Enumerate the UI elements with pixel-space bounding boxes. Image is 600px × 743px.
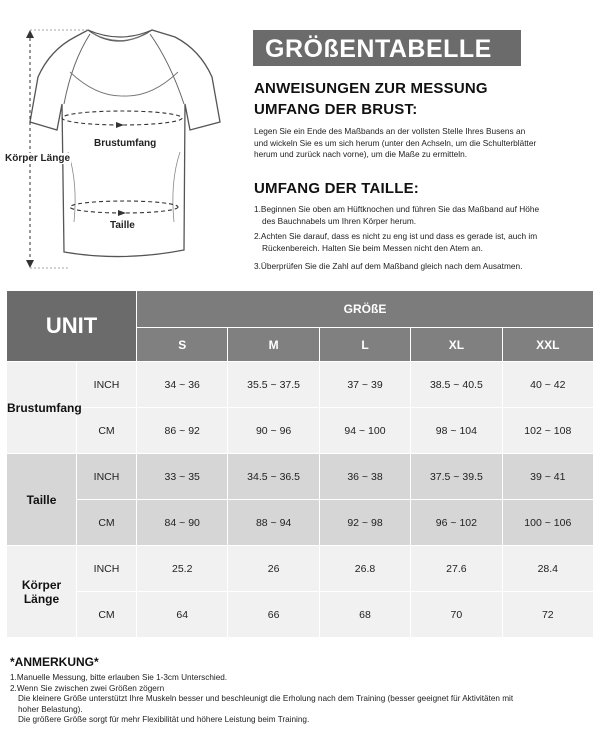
size-header: GRÖßE bbox=[137, 291, 594, 328]
notes-title: *ANMERKUNG* bbox=[10, 655, 99, 669]
table-row bbox=[7, 500, 594, 546]
value-cell: 96 ~ 102 bbox=[411, 500, 502, 546]
unit-cell: INCH bbox=[77, 454, 137, 500]
size-table bbox=[6, 290, 594, 638]
value-cell: 90 ~ 96 bbox=[228, 408, 319, 454]
value-cell: 86 ~ 92 bbox=[137, 408, 228, 454]
value-cell: 98 ~ 104 bbox=[411, 408, 502, 454]
chest-instructions bbox=[254, 126, 584, 161]
row-group-label-line: Körper bbox=[21, 577, 62, 592]
value-cell: 28.4 bbox=[502, 546, 593, 592]
value-cell: 26.8 bbox=[319, 546, 410, 592]
value-cell: 37.5 ~ 39.5 bbox=[411, 454, 502, 500]
row-group-label: Brustumfang bbox=[7, 362, 77, 454]
table-row bbox=[7, 592, 594, 638]
value-cell: 68 bbox=[319, 592, 410, 638]
step-text: 3.Überprüfen Sie die Zahl auf dem Maßband gleich nach dem Ausatmen. bbox=[254, 261, 523, 271]
value-cell: 34.5 ~ 36.5 bbox=[228, 454, 319, 500]
value-cell: 26 bbox=[228, 546, 319, 592]
note-line: 1.Manuelle Messung, bitte erlauben Sie 1-3cm Unterschied. bbox=[10, 673, 228, 682]
value-cell: 102 ~ 108 bbox=[502, 408, 593, 454]
value-cell: 37 ~ 39 bbox=[319, 362, 410, 408]
unit-cell: INCH bbox=[77, 546, 137, 592]
body-length-label: Körper Länge bbox=[5, 153, 71, 164]
unit-cell: CM bbox=[77, 500, 137, 546]
chest-line: Legen Sie ein Ende des Maßbands an der vollsten Stelle Ihres Busens an bbox=[254, 126, 526, 136]
waist-step-1 bbox=[254, 204, 589, 227]
chest-heading: UMFANG DER BRUST: bbox=[254, 101, 418, 118]
step-text: 1.Beginnen Sie oben am Hüftknochen und führen Sie das Maßband auf Höhe bbox=[254, 204, 540, 214]
row-group-label: Taille bbox=[7, 454, 77, 546]
value-cell: 92 ~ 98 bbox=[319, 500, 410, 546]
table-row bbox=[7, 362, 594, 408]
chest-label: Brustumfang bbox=[94, 138, 157, 149]
waist-step-2 bbox=[254, 231, 589, 254]
unit-cell: CM bbox=[77, 408, 137, 454]
value-cell: 88 ~ 94 bbox=[228, 500, 319, 546]
notes-body bbox=[10, 673, 595, 726]
size-col-header: S bbox=[137, 328, 228, 362]
waist-label: Taille bbox=[110, 220, 135, 231]
note-line: Die kleinere Größe unterstützt Ihre Muskeln besser und beschleunigt die Erholung nach dem Training (besser geeignet für Aktivitäten mit bbox=[18, 694, 514, 704]
value-cell: 36 ~ 38 bbox=[319, 454, 410, 500]
row-group-label-line: Länge bbox=[23, 591, 60, 606]
size-col-header: XXL bbox=[502, 328, 593, 362]
unit-header: UNIT bbox=[7, 291, 137, 362]
table-row bbox=[7, 546, 594, 592]
step-text: 2.Achten Sie darauf, dass es nicht zu eng ist und dass es gerade ist, auch im bbox=[254, 231, 538, 241]
waist-heading: UMFANG DER TAILLE: bbox=[254, 180, 419, 197]
value-cell: 66 bbox=[228, 592, 319, 638]
unit-cell: INCH bbox=[77, 362, 137, 408]
row-group-label bbox=[7, 546, 77, 638]
table-row bbox=[7, 454, 594, 500]
chest-line: herum und zurück nach vorne), um die Maße zu ermitteln. bbox=[254, 149, 468, 159]
shirt-illustration bbox=[0, 22, 250, 272]
chest-line: und wickeln Sie es um sich herum (unter den Achseln, um die Schulterblätter bbox=[254, 137, 537, 148]
value-cell: 64 bbox=[137, 592, 228, 638]
value-cell: 70 bbox=[411, 592, 502, 638]
value-cell: 34 ~ 36 bbox=[137, 362, 228, 408]
value-cell: 100 ~ 106 bbox=[502, 500, 593, 546]
page-title: GRÖßENTABELLE bbox=[265, 35, 492, 63]
note-line: 2.Wenn Sie zwischen zwei Größen zögern bbox=[10, 683, 165, 693]
value-cell: 84 ~ 90 bbox=[137, 500, 228, 546]
value-cell: 33 ~ 35 bbox=[137, 454, 228, 500]
size-col-header: XL bbox=[411, 328, 502, 362]
waist-step-3 bbox=[254, 261, 589, 273]
step-text: des Bauchnabels um Ihren Körper herum. bbox=[262, 215, 417, 226]
table-row bbox=[7, 408, 594, 454]
note-line: Die größere Größe sorgt für mehr Flexibilität und höhere Leistung beim Training. bbox=[18, 715, 310, 725]
value-cell: 35.5 ~ 37.5 bbox=[228, 362, 319, 408]
value-cell: 72 bbox=[502, 592, 593, 638]
value-cell: 38.5 ~ 40.5 bbox=[411, 362, 502, 408]
instructions-heading: ANWEISUNGEN ZUR MESSUNG bbox=[254, 80, 488, 97]
value-cell: 39 ~ 41 bbox=[502, 454, 593, 500]
unit-cell: CM bbox=[77, 592, 137, 638]
step-text: Rückenbereich. Halten Sie beim Messen nicht den Atem an. bbox=[262, 242, 483, 253]
value-cell: 40 ~ 42 bbox=[502, 362, 593, 408]
value-cell: 27.6 bbox=[411, 546, 502, 592]
note-line: hoher Belastung). bbox=[18, 704, 83, 714]
size-col-header: L bbox=[319, 328, 410, 362]
value-cell: 25.2 bbox=[137, 546, 228, 592]
title-banner bbox=[253, 30, 521, 66]
size-col-header: M bbox=[228, 328, 319, 362]
value-cell: 94 ~ 100 bbox=[319, 408, 410, 454]
